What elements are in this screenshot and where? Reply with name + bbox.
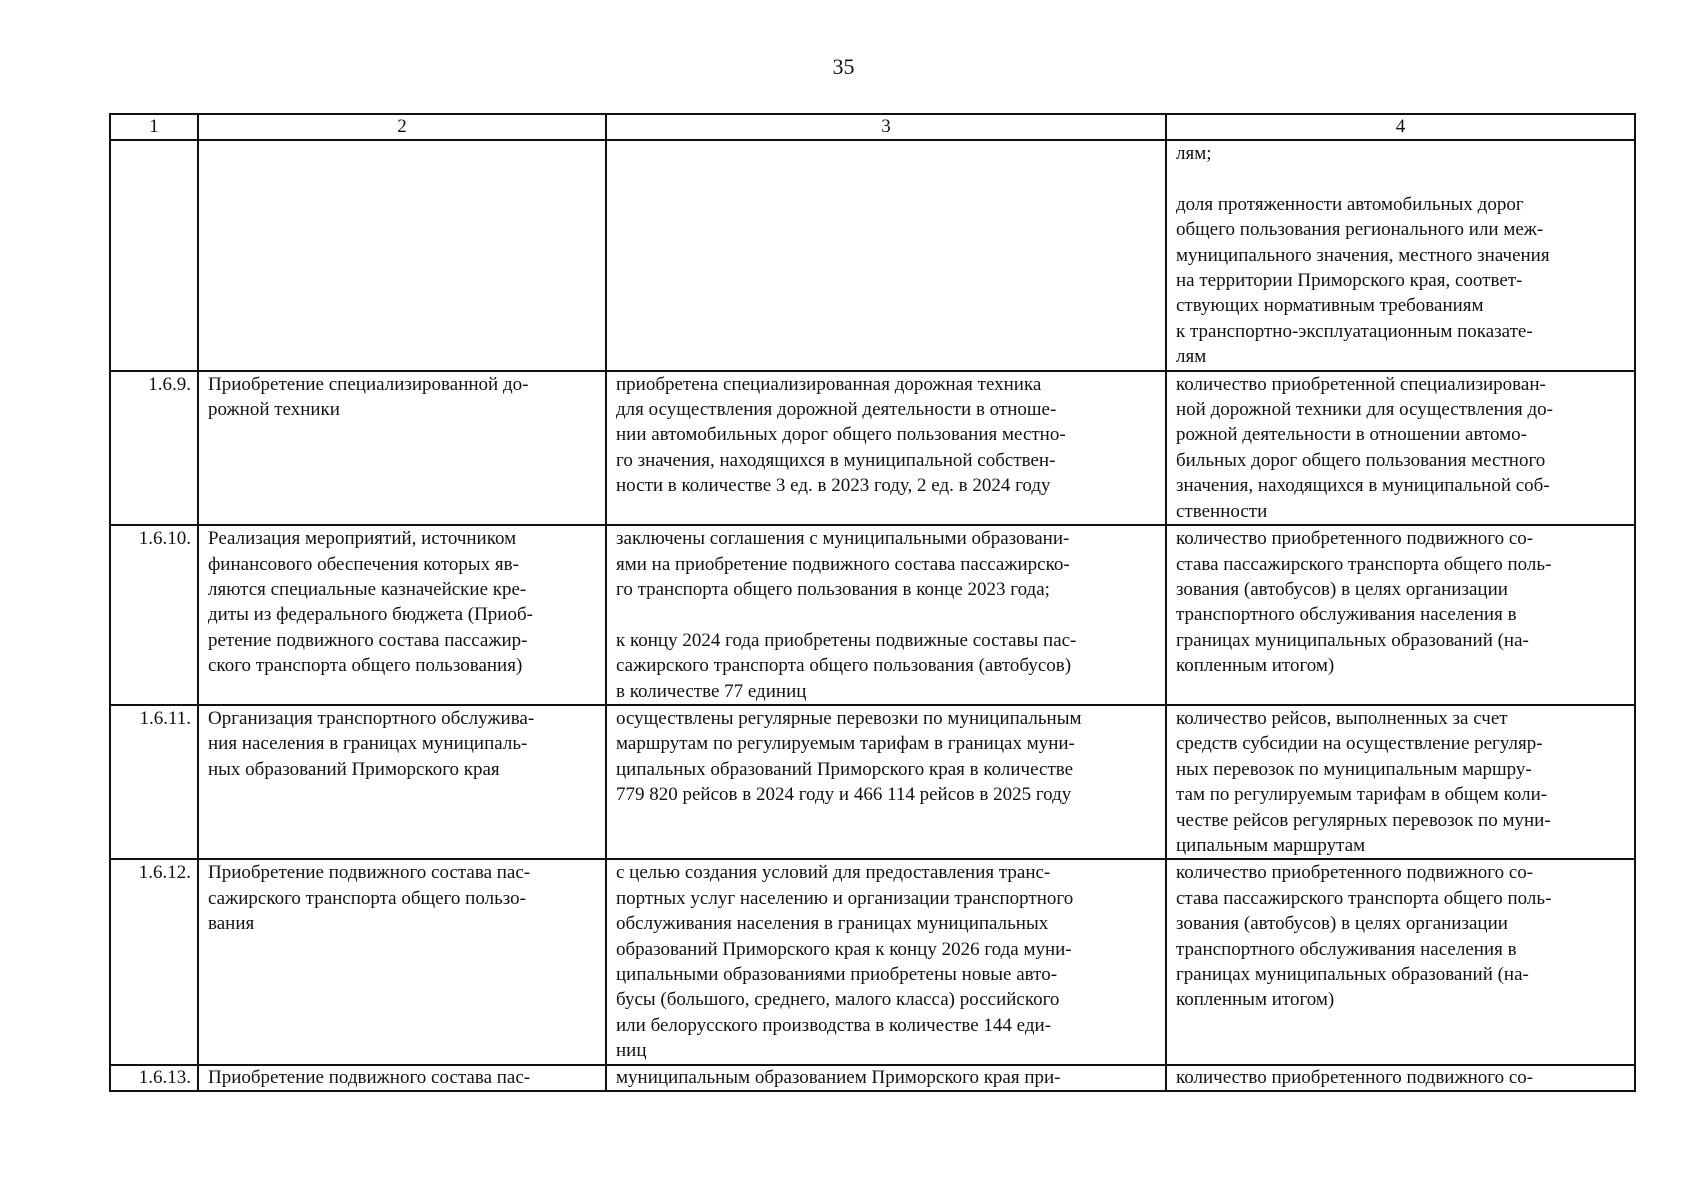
measure-name: Организация транспортного обслужива- ния населения в границах муниципаль- ных образований Приморского края (198, 705, 606, 859)
indicator: количество приобретенного подвижного со- става пассажирского транспорта общего поль- зования (автобусов) в целях организации транспортного обслуживания населения в границах муниципальных образований (на- копленным итогом) (1166, 525, 1635, 705)
measure-name: Приобретение специализированной до- рожной техники (198, 371, 606, 525)
table-row (110, 525, 1635, 705)
table-row (110, 859, 1635, 1064)
indicator: количество приобретенной специализирован- ной дорожной техники для осуществления до- рожной деятельности в отношении автомо- бильных дорог общего пользования местного значения, находящихся в муниципальной соб- ственности (1166, 371, 1635, 525)
measure-name (198, 140, 606, 371)
table-row (110, 371, 1635, 525)
expected-result: приобретена специализированная дорожная техника для осуществления дорожной деятельности в отноше- нии автомобильных дорог общего пользования местно- го значения, находящихся в муниципальной собствен- ности в количестве 3 ед. в 2023 году, 2 ед. в 2024 году (606, 371, 1166, 525)
column-header-1: 1 (110, 114, 198, 140)
row-number (110, 140, 198, 371)
column-header-3: 3 (606, 114, 1166, 140)
expected-result: заключены соглашения с муниципальными образовани- ями на приобретение подвижного состава пассажирско- го транспорта общего пользования в конце 2023 года; к концу 2024 года приобретены подвижные составы пас- сажирского транспорта общего пользования (автобусов) в количестве 77 единиц (606, 525, 1166, 705)
row-number: 1.6.9. (110, 371, 198, 525)
measure-name: Приобретение подвижного состава пас- сажирского транспорта общего пользо- вания (198, 859, 606, 1064)
column-header-4: 4 (1166, 114, 1635, 140)
expected-result: с целью создания условий для предоставления транс- портных услуг населению и организации транспортного обслуживания населения в границах муниципальных образований Приморского края к концу 2026 года муни- ципальными образованиями приобретены новые авто- бусы (большого, среднего, малого класса) российского или белорусского производства в количестве 144 еди- ниц (606, 859, 1166, 1064)
expected-result: муниципальным образованием Приморского края при- (606, 1065, 1166, 1091)
indicator: лям; доля протяженности автомобильных дорог общего пользования регионального или меж- муниципального значения, местного значения на территории Приморского края, соответ- ствующих нормативным требованиям к транспортно-эксплуатационным показате- лям (1166, 140, 1635, 371)
row-number: 1.6.12. (110, 859, 198, 1064)
expected-result (606, 140, 1166, 371)
table-row (110, 705, 1635, 859)
expected-result: осуществлены регулярные перевозки по муниципальным маршрутам по регулируемым тарифам в границах муни- ципальных образований Приморского края в количестве 779 820 рейсов в 2024 году и 466 114 рейсов в 2025 году (606, 705, 1166, 859)
indicator: количество приобретенного подвижного со- (1166, 1065, 1635, 1091)
row-number: 1.6.11. (110, 705, 198, 859)
row-number: 1.6.10. (110, 525, 198, 705)
program-table (109, 113, 1636, 1092)
row-number: 1.6.13. (110, 1065, 198, 1091)
page-number: 35 (832, 54, 855, 79)
table-row (110, 140, 1635, 371)
measure-name: Приобретение подвижного состава пас- (198, 1065, 606, 1091)
measure-name: Реализация мероприятий, источником финансового обеспечения которых яв- ляются специальные казначейские кре- диты из федерального бюджета (Приоб- ретение подвижного состава пассажир- ского транспорта общего пользования) (198, 525, 606, 705)
column-header-2: 2 (198, 114, 606, 140)
indicator: количество рейсов, выполненных за счет средств субсидии на осуществление регуляр- ных перевозок по муниципальным маршру- там по регулируемым тарифам в общем коли- честве рейсов регулярных перевозок по муни- ципальным маршрутам (1166, 705, 1635, 859)
table-row (110, 1065, 1635, 1091)
indicator: количество приобретенного подвижного со- става пассажирского транспорта общего поль- зования (автобусов) в целях организации транспортного обслуживания населения в границах муниципальных образований (на- копленным итогом) (1166, 859, 1635, 1064)
table-header-row (110, 114, 1635, 140)
